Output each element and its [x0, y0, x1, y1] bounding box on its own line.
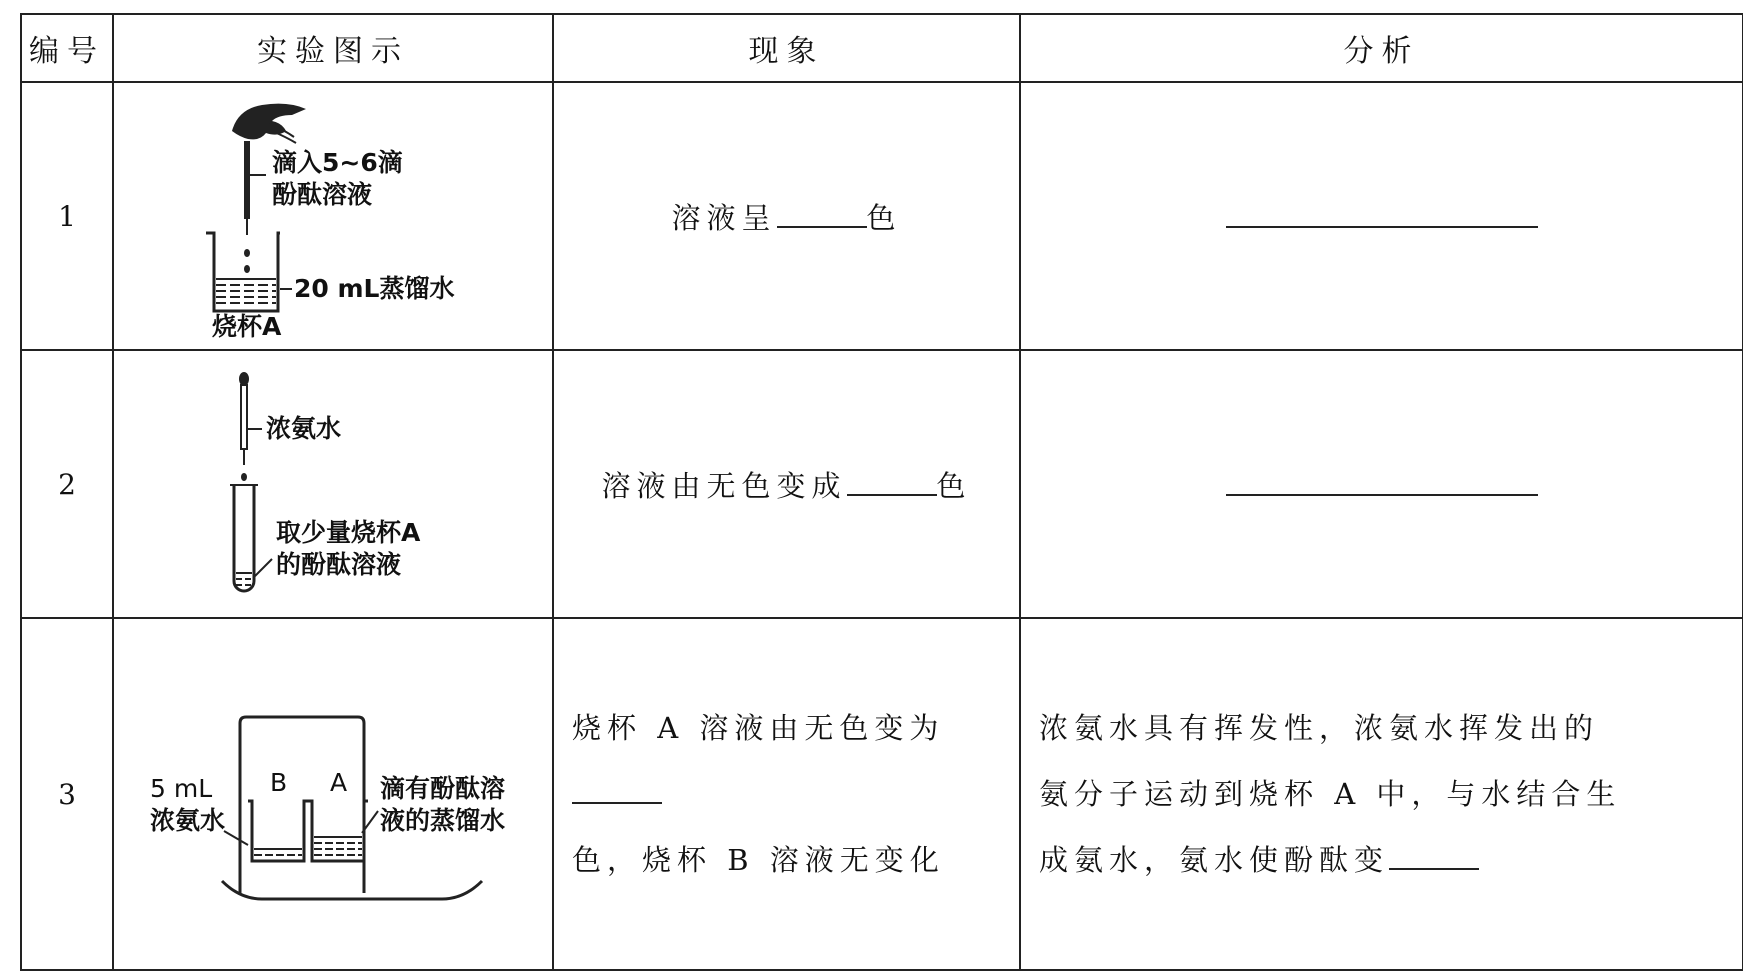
analysis-line-3: 成氨水，氨水使酚酞变 [1039, 843, 1390, 877]
figure-cell [113, 350, 553, 618]
table-row [21, 82, 1743, 350]
row-number: 2 [21, 350, 113, 618]
table-row [21, 618, 1743, 970]
header-row [21, 14, 1743, 82]
label-distilled-water: 20 mL蒸馏水 [294, 274, 455, 303]
phenomenon-text-end: 色 [866, 200, 902, 235]
label-beaker-b: B [270, 768, 288, 797]
figure-cell [113, 82, 553, 350]
beaker-b-icon [248, 801, 308, 861]
phenomenon-cell [553, 350, 1020, 618]
label-ammonia: 浓氨水 [266, 414, 342, 443]
analysis-cell [1020, 82, 1743, 350]
phenomenon-text-2: 色，烧杯 B 溶液无变化 [572, 843, 945, 877]
phenomenon-text: 烧杯 A 溶液由无色变为 [572, 711, 945, 745]
phenomenon-text: 溶液由无色变成 [601, 468, 847, 503]
label-beaker-a: 烧杯A [212, 312, 282, 341]
answer-blank[interactable] [777, 198, 867, 228]
phenomenon-text-end: 色 [936, 468, 972, 503]
label-conc-ammonia: 浓氨水 [150, 806, 226, 835]
label-phenol-water-2: 液的蒸馏水 [380, 806, 506, 835]
answer-blank[interactable] [1226, 466, 1538, 496]
experiment-table [20, 13, 1742, 971]
beaker-a-icon [308, 801, 368, 861]
dropper-icon [241, 385, 247, 449]
label-sample-2: 的酚酞溶液 [276, 550, 402, 579]
row-number: 3 [21, 618, 113, 970]
test-tube-icon [234, 485, 254, 591]
header-number: 编号 [21, 14, 113, 82]
figure-cell [113, 618, 553, 970]
header-figure: 实验图示 [113, 14, 553, 82]
label-phenolphthalein: 酚酞溶液 [272, 180, 373, 209]
table-row [21, 350, 1743, 618]
beaker-a-icon [206, 233, 280, 311]
label-drops: 滴入5~6滴 [272, 148, 403, 177]
label-phenol-water-1: 滴有酚酞溶 [380, 774, 506, 803]
analysis-line-1: 浓氨水具有挥发性，浓氨水挥发出的 [1039, 711, 1600, 745]
answer-blank[interactable] [1226, 198, 1538, 228]
label-sample: 取少量烧杯A [276, 518, 421, 547]
bell-jar-icon [240, 717, 364, 893]
phenomenon-cell [553, 618, 1020, 970]
phenomenon-text: 溶液呈 [671, 200, 777, 235]
dropper-icon [244, 141, 250, 219]
phenomenon-cell [553, 82, 1020, 350]
answer-blank[interactable] [847, 466, 937, 496]
test-tube-figure [114, 351, 554, 613]
label-beaker-a: A [330, 768, 348, 797]
analysis-line-2: 氨分子运动到烧杯 A 中，与水结合生 [1039, 777, 1622, 811]
row-number: 1 [21, 82, 113, 350]
answer-blank[interactable] [1389, 840, 1479, 870]
beaker-dropper-figure [114, 83, 554, 345]
answer-blank[interactable] [572, 774, 662, 804]
hand-icon [232, 104, 306, 140]
header-phenomenon: 现象 [553, 14, 1020, 82]
bell-jar-figure [114, 661, 554, 923]
analysis-cell [1020, 350, 1743, 618]
header-analysis: 分析 [1020, 14, 1743, 82]
label-volume: 5 mL [150, 774, 213, 803]
analysis-cell [1020, 618, 1743, 970]
